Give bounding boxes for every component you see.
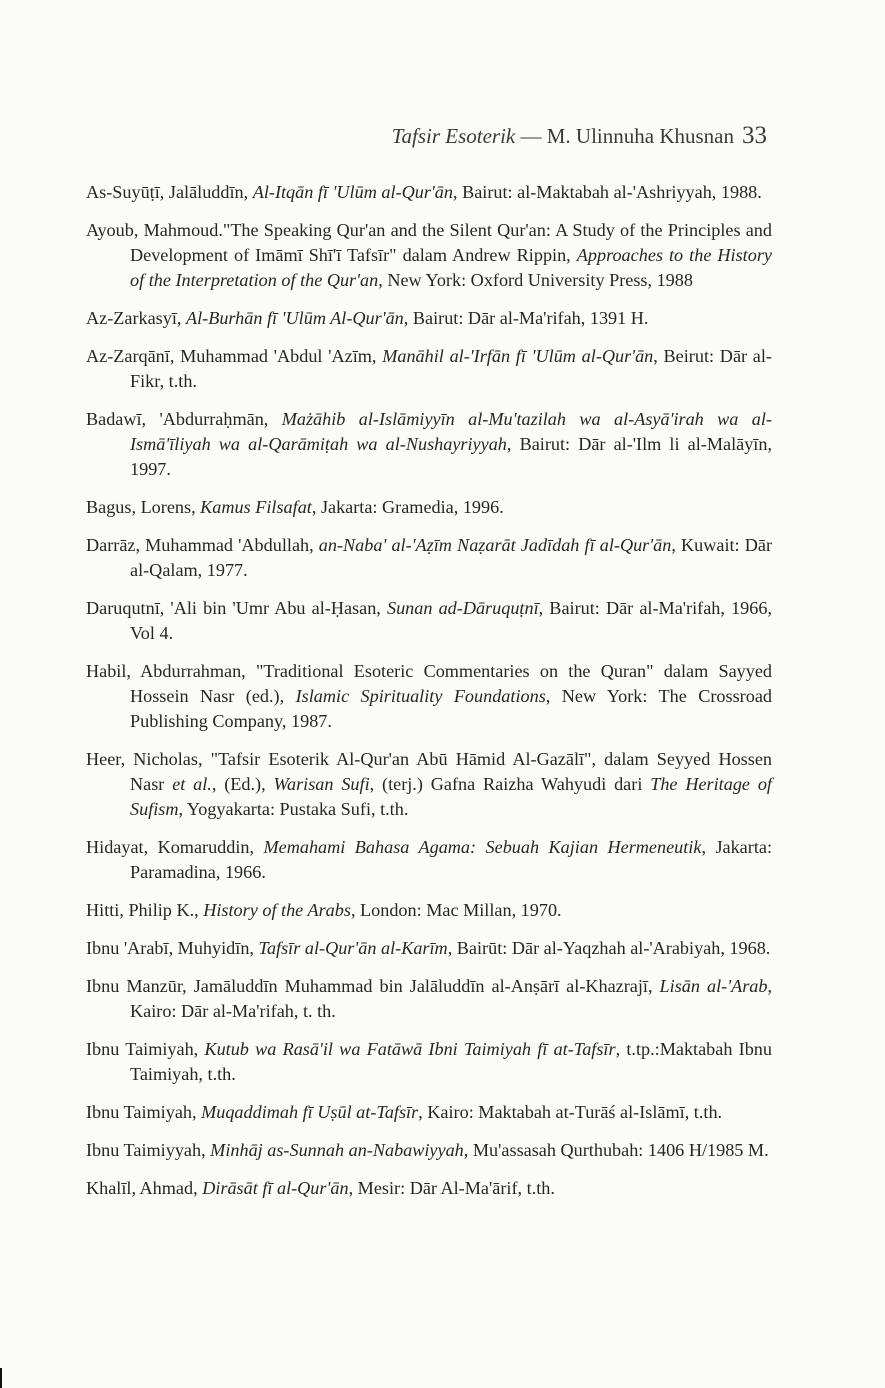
reference-text: , Kuwait: Dār al-Qalam, 1977.	[130, 535, 772, 580]
reference-title: Islamic Spirituality Foundations	[295, 686, 546, 706]
reference-text: Daruqutnī, 'Ali bin 'Umr Abu al-Ḥasan,	[86, 598, 387, 618]
reference-text: , Kairo: Maktabah at-Turāś al-Islāmī, t.th.	[418, 1102, 723, 1122]
reference-text: , Mu'assasah Qurthubah: 1406 H/1985 M.	[463, 1140, 769, 1160]
reference-entry	[86, 1138, 772, 1163]
reference-text: , Mesir: Dār Al-Ma'ārif, t.th.	[348, 1178, 555, 1198]
reference-entry	[86, 407, 772, 482]
header-separator: —	[515, 124, 547, 148]
reference-title: an-Naba' al-'Aẓīm Naẓarāt Jadīdah fī al-Qur'ān	[318, 535, 672, 555]
reference-title: Lisān al-'Arab	[659, 976, 768, 996]
reference-text: , Kairo: Dār al-Ma'rifah, t. th.	[130, 976, 773, 1021]
reference-text: Ibnu Taimiyah,	[86, 1102, 202, 1122]
reference-entry	[86, 533, 772, 583]
reference-title: Al-Itqān fī 'Ulūm al-Qur'ān	[252, 182, 453, 202]
reference-text: , Jakarta: Gramedia, 1996.	[311, 497, 504, 517]
reference-text: Az-Zarqānī, Muhammad 'Abdul 'Azīm,	[86, 346, 383, 366]
reference-title: Kutub wa Rasā'il wa Fatāwā Ibni Taimiyah fī at-Tafsīr	[204, 1039, 616, 1059]
reference-title: Manāhil al-'Irfān fī 'Ulūm al-Qur'ān	[382, 346, 654, 366]
reference-entry	[86, 1176, 772, 1201]
reference-text: , Bairut: Dār al-Ma'rifah, 1391 H.	[403, 308, 649, 328]
reference-text: Az-Zarkasyī,	[86, 308, 186, 328]
reference-title: Dirāsāt fī al-Qur'ān	[202, 1178, 349, 1198]
reference-entry	[86, 596, 772, 646]
reference-title: Sunan ad-Dāruquṭnī	[386, 598, 539, 618]
reference-entry	[86, 218, 772, 293]
page-number: 33	[742, 122, 767, 149]
reference-text: Darrāz, Muhammad 'Abdullah,	[86, 535, 319, 555]
reference-entry	[86, 936, 772, 961]
reference-text: Heer, Nicholas, "Tafsir Esoterik Al-Qur'an Abū Hāmid Al-Gazālī", dalam Seyyed Hossen Nasr	[86, 749, 772, 794]
reference-text: , New York: The Crossroad Publishing Company, 1987.	[130, 686, 772, 731]
reference-text: , Beirut: Dār al-Fikr, t.th.	[130, 346, 772, 391]
reference-text: , New York: Oxford University Press, 1988	[378, 270, 693, 290]
reference-text: , London: Mac Millan, 1970.	[350, 900, 562, 920]
reference-entry	[86, 344, 772, 394]
reference-title: Kamus Filsafat	[200, 497, 312, 517]
reference-entry	[86, 974, 772, 1024]
reference-entry	[86, 306, 772, 331]
reference-text: , Yogyakarta: Pustaka Sufi, t.th.	[178, 799, 409, 819]
scan-edge-mark	[0, 1368, 2, 1388]
reference-text: , Bairut: al-Maktabah al-'Ashriyyah, 1988.	[452, 182, 762, 202]
reference-text: Ibnu 'Arabī, Muhyidīn,	[86, 938, 259, 958]
reference-title: Tafsīr al-Qur'ān al-Karīm	[258, 938, 448, 958]
reference-title: Memahami Bahasa Agama: Sebuah Kajian Hermeneutik	[263, 837, 702, 857]
reference-text: Ibnu Taimiyyah,	[86, 1140, 211, 1160]
reference-entry	[86, 898, 772, 923]
reference-title: Approaches to the History of the Interpretation of the Qur'an	[130, 245, 772, 290]
running-header	[392, 122, 767, 150]
header-title: Tafsir Esoterik	[391, 124, 516, 148]
reference-entry	[86, 180, 772, 205]
reference-text: Ayoub, Mahmoud."The Speaking Qur'an and the Silent Qur'an: A Study of the Principles and Development of Imāmī Shī'ī Tafsīr" dalam Andrew Rippin,	[86, 220, 772, 265]
reference-text: , t.tp.:Maktabah Ibnu Taimiyah, t.th.	[130, 1039, 772, 1084]
reference-text: Hitti, Philip K.,	[86, 900, 204, 920]
reference-entry	[86, 1100, 772, 1125]
reference-title: Muqaddimah fī Uṣūl at-Tafsīr	[201, 1102, 419, 1122]
reference-text: , Bairut: Dār al-'Ilm li al-Malāyīn, 1997.	[130, 434, 772, 479]
reference-text: Hidayat, Komaruddin,	[86, 837, 264, 857]
reference-text: , (Ed.),	[211, 774, 274, 794]
reference-text: Khalīl, Ahmad,	[86, 1178, 203, 1198]
reference-title: Al-Burhān fī 'Ulūm Al-Qur'ān	[186, 308, 404, 328]
reference-text: Badawī, 'Abdurraḥmān,	[86, 409, 282, 429]
reference-title: et al.	[172, 774, 212, 794]
reference-title: Minhāj as-Sunnah an-Nabawiyyah	[210, 1140, 464, 1160]
reference-entry	[86, 1037, 772, 1087]
reference-text: , Bairūt: Dār al-Yaqzhah al-'Arabiyah, 1968.	[447, 938, 771, 958]
reference-entry	[86, 747, 772, 822]
reference-title: History of the Arabs	[203, 900, 351, 920]
reference-text: , Bairut: Dār al-Ma'rifah, 1966, Vol 4.	[130, 598, 772, 643]
header-author: M. Ulinnuha Khusnan	[546, 124, 734, 148]
reference-text: Bagus, Lorens,	[86, 497, 201, 517]
reference-title: The Heritage of Sufism	[130, 774, 772, 819]
reference-entry	[86, 835, 772, 885]
reference-text: , (terj.) Gafna Raizha Wahyudi dari	[369, 774, 651, 794]
reference-text: Ibnu Manzūr, Jamāluddīn Muhammad bin Jalāluddīn al-Anṣārī al-Khazrajī,	[86, 976, 660, 996]
reference-entry	[86, 495, 772, 520]
reference-text: Ibnu Taimiyah,	[86, 1039, 205, 1059]
reference-text: As-Suyūṭī, Jalāluddīn,	[86, 182, 253, 202]
reference-entry	[86, 659, 772, 734]
bibliography-list	[86, 180, 772, 1214]
reference-text: , Jakarta: Paramadina, 1966.	[130, 837, 772, 882]
reference-title: Warisan Sufi	[273, 774, 370, 794]
reference-text: Habil, Abdurrahman, "Traditional Esoteric Commentaries on the Quran" dalam Sayyed Hossein Nasr (ed.),	[86, 661, 772, 706]
reference-title: Mażāhib al-Islāmiyyīn al-Mu'tazilah wa al-Asyā'irah wa al-Ismā'īliyah wa al-Qarāmiṭah wa al-Nushayriyyah	[130, 409, 772, 454]
